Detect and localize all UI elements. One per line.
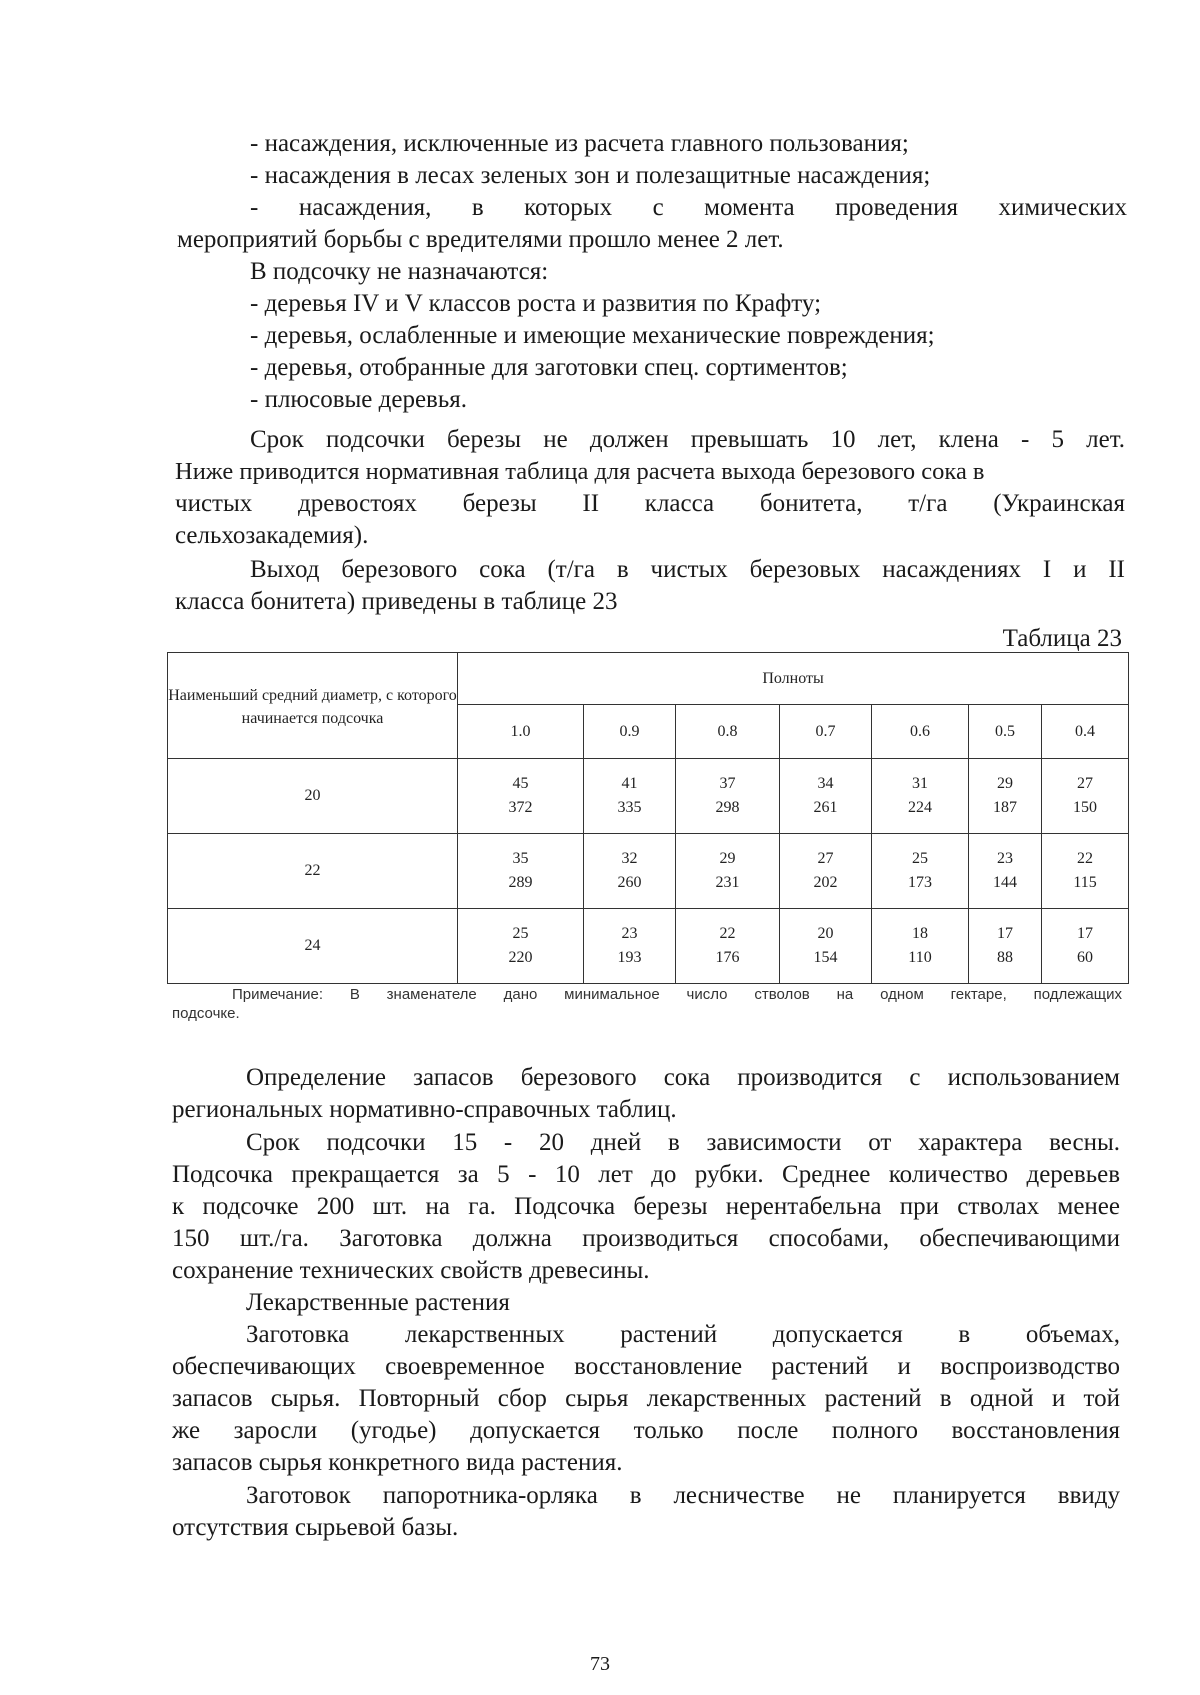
value-cell [676,759,780,834]
column-header: 0.4 [1042,705,1129,759]
sap-yield-value: 31 [912,775,928,792]
stem-count-value: 224 [908,799,932,816]
sap-yield-value: 23 [621,925,638,942]
header-min-diameter: Наименьший средний диаметр, с которого начинается подсочка [168,653,458,759]
text-line: Ниже приводится нормативная таблица для расчета выхода березового сока в [175,458,985,485]
sap-yield-value: 20 [817,925,834,942]
column-header: 0.8 [676,705,780,759]
text-line: обеспечивающих своевременное восстановление растений и воспроизводство [172,1353,1120,1380]
text-line: - насаждения, исключенные из расчета главного пользования; [250,130,909,157]
stem-count-value: 144 [993,874,1017,891]
text-line: запасов сырья. Повторный сбор сырья лекарственных растений в одной и той [172,1385,1120,1412]
sap-yield-value: 17 [997,925,1013,942]
text-line: Выход березового сока (т/га в чистых березовых насаждениях I и II [250,556,1125,583]
text-line: запасов сырья конкретного вида растения. [172,1449,623,1476]
text-line: - деревья IV и V классов роста и развития по Крафту; [250,290,822,317]
value-cell [872,834,969,909]
stem-count-value: 202 [813,874,838,891]
diameter-cell: 24 [168,909,458,984]
value-cell [780,909,872,984]
stem-count-value: 372 [508,799,533,816]
text-line: сохранение технических свойств древесины. [172,1257,650,1284]
text-line: региональных нормативно-справочных таблиц. [172,1096,677,1123]
text-line: - плюсовые деревья. [250,386,468,413]
sap-yield-value: 45 [512,775,529,792]
column-header: 1.0 [458,705,584,759]
text-line: сельхозакадемия). [175,522,369,549]
text-line: Заготовок папоротника-орляка в лесничестве не планируется ввиду [246,1482,1120,1509]
value-cell [1042,909,1129,984]
text-line: отсутствия сырьевой базы. [172,1514,459,1541]
text-line: В подсочку не назначаются: [250,258,549,285]
table-row [168,759,1129,834]
sap-yield-value: 27 [1077,775,1094,792]
stem-count-value: 150 [1073,799,1098,816]
diameter-cell: 20 [168,759,458,834]
value-cell [676,909,780,984]
table-note [172,985,1122,1023]
value-cell [969,909,1042,984]
sap-yield-value: 27 [817,850,834,867]
stem-count-value: 115 [1073,874,1097,891]
stem-count-value: 193 [617,949,642,966]
sap-yield-value: 22 [719,925,736,942]
value-cell [872,759,969,834]
table-note-line: подсочке. [172,1005,240,1022]
sap-yield-value: 25 [912,850,928,867]
column-header: 0.6 [872,705,969,759]
table-caption: Таблица 23 [1002,625,1122,652]
text-line: - деревья, ослабленные и имеющие механические повреждения; [250,322,935,349]
value-cell [676,834,780,909]
stem-count-value: 88 [997,949,1013,966]
value-cell [584,909,676,984]
text-line: Заготовка лекарственных растений допускается в объемах, [246,1321,1120,1348]
sap-yield-value: 32 [621,850,638,867]
text-line: 150 шт./га. Заготовка должна производиться способами, обеспечивающими [172,1225,1120,1252]
column-header: 0.7 [780,705,872,759]
value-cell [458,759,584,834]
sap-yield-value: 34 [817,775,834,792]
sap-yield-value: 35 [512,850,529,867]
sap-yield-value: 25 [512,925,529,942]
sap-yield-value: 17 [1077,925,1094,942]
stem-count-value: 298 [715,799,740,816]
section-heading: Лекарственные растения [246,1289,510,1316]
text-line: Срок подсочки 15 - 20 дней в зависимости от характера весны. [246,1129,1120,1156]
stem-count-value: 261 [813,799,838,816]
header-stocking: Полноты [458,653,1129,705]
text-line: Срок подсочки березы не должен превышать 10 лет, клена - 5 лет. [250,426,1125,453]
stem-count-value: 176 [715,949,740,966]
value-cell [969,834,1042,909]
sap-yield-value: 22 [1077,850,1094,867]
stem-count-value: 335 [617,799,642,816]
stem-count-value: 60 [1077,949,1094,966]
value-cell [458,834,584,909]
sap-yield-value: 29 [997,775,1013,792]
value-cell [780,834,872,909]
sap-yield-value: 23 [997,850,1013,867]
sap-yield-value: 18 [912,925,928,942]
stem-count-value: 154 [813,949,838,966]
column-header: 0.9 [584,705,676,759]
page-number: 73 [590,1653,610,1675]
stem-count-value: 260 [617,874,642,891]
stem-count-value: 231 [715,874,740,891]
text-line: - насаждения, в которых с момента проведения химических [250,194,1127,221]
value-cell [780,759,872,834]
value-cell [872,909,969,984]
text-line: - насаждения в лесах зеленых зон и полезащитные насаждения; [250,162,931,189]
text-line: - деревья, отобранные для заготовки спец. сортиментов; [250,354,848,381]
table-note-line: Примечание: В знаменателе дано минимальное число стволов на одном гектаре, подлежащих [232,986,1122,1003]
column-header: 0.5 [969,705,1042,759]
diameter-cell: 22 [168,834,458,909]
text-line: чистых древостоях березы II класса бонитета, т/га (Украинская [175,490,1125,517]
text-line: класса бонитета) приведены в таблице 23 [175,588,618,615]
text-line: же заросли (угодье) допускается только после полного восстановления [172,1417,1120,1444]
sap-yield-value: 29 [719,850,736,867]
value-cell [1042,759,1129,834]
text-line: мероприятий борьбы с вредителями прошло менее 2 лет. [177,226,784,253]
text-line: к подсочке 200 шт. на га. Подсочка березы нерентабельна при стволах менее [172,1193,1120,1220]
table-row [168,909,1129,984]
sap-yield-value: 37 [719,775,736,792]
stem-count-value: 289 [508,874,533,891]
stem-count-value: 187 [993,799,1017,816]
value-cell [458,909,584,984]
stem-count-value: 220 [508,949,533,966]
value-cell [1042,834,1129,909]
value-cell [584,759,676,834]
sap-yield-table [167,652,1129,984]
text-line: Подсочка прекращается за 5 - 10 лет до рубки. Среднее количество деревьев [172,1161,1120,1188]
value-cell [584,834,676,909]
table-row [168,834,1129,909]
stem-count-value: 173 [908,874,932,891]
stem-count-value: 110 [908,949,932,966]
value-cell [969,759,1042,834]
sap-yield-value: 41 [621,775,638,792]
text-line: Определение запасов березового сока производится с использованием [246,1064,1120,1091]
